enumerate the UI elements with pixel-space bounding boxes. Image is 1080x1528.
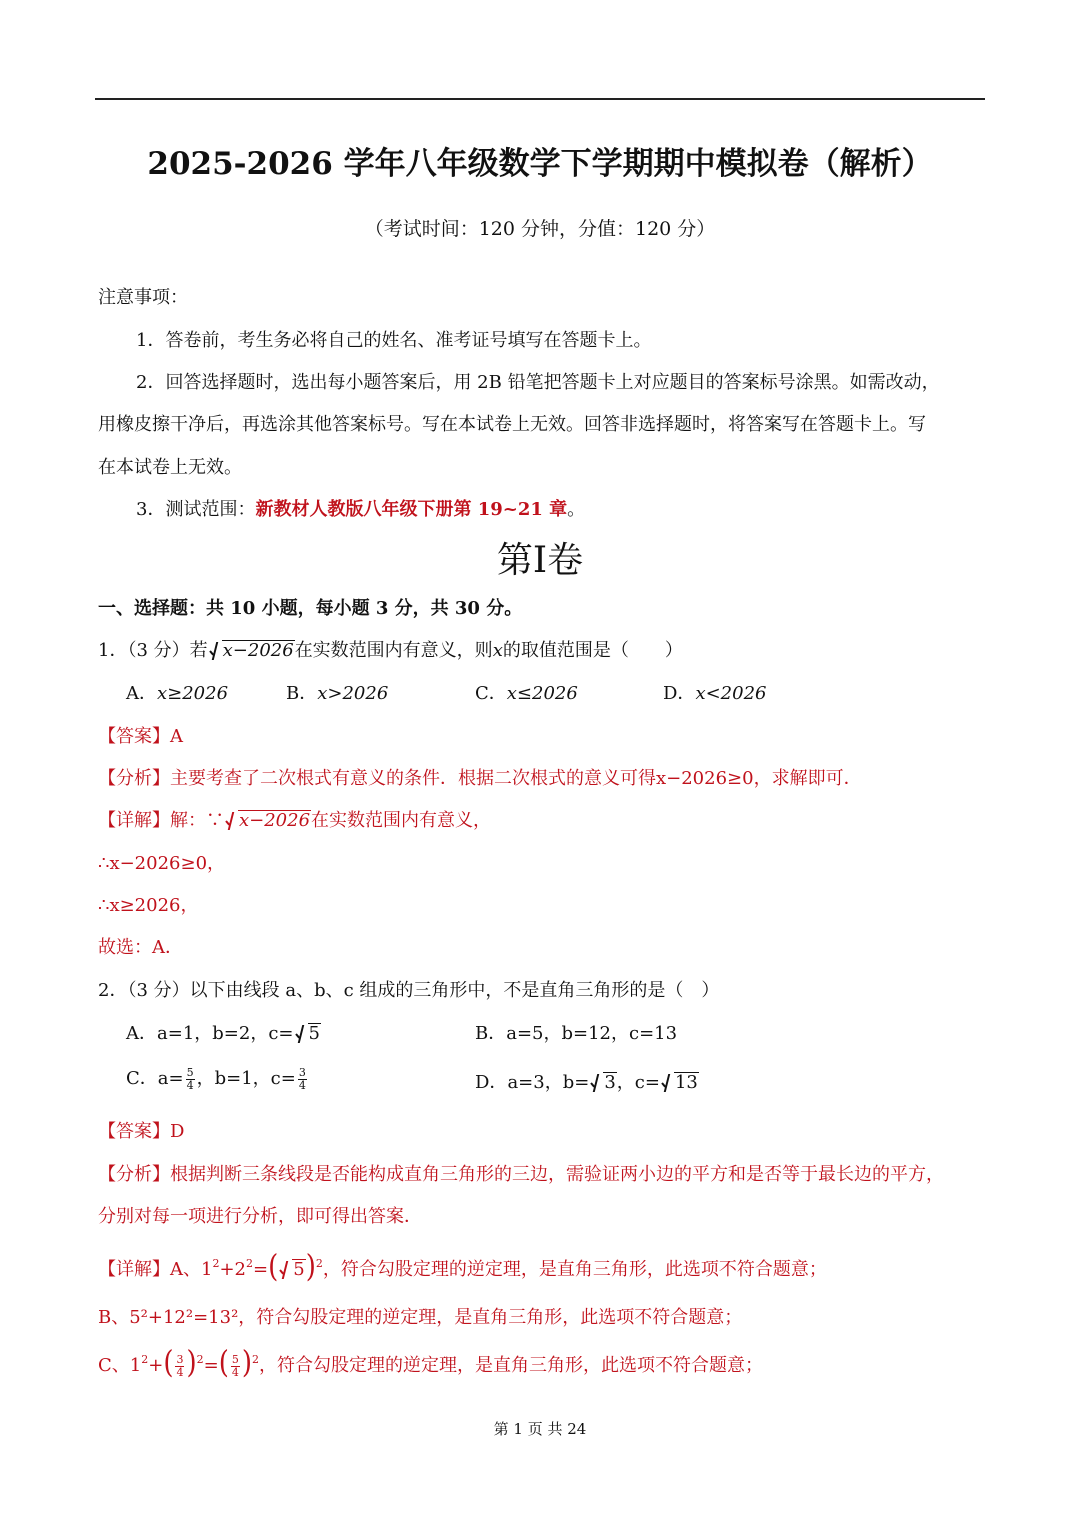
answer-value: A [170, 726, 183, 747]
fraction [175, 1354, 184, 1379]
q1-var: x [492, 640, 503, 661]
detail-text: = [203, 1355, 219, 1376]
detail-radicand: 5 [293, 1259, 305, 1280]
notice-item-3-prefix: 3．测试范围： [136, 499, 256, 520]
detail-text: A、1 [170, 1259, 213, 1280]
option-label: B． [286, 683, 318, 704]
detail-label: 【详解】 [98, 1259, 170, 1280]
detail-text: = [253, 1259, 269, 1280]
sqrt-symbol [226, 810, 311, 831]
option-label: C． [126, 1068, 158, 1089]
option-text: ，c= [616, 1072, 660, 1093]
fraction [186, 1067, 195, 1092]
q1-radicand: x−2026 [222, 640, 294, 661]
numerator: 5 [186, 1065, 194, 1079]
paren-close: ) [186, 1345, 197, 1381]
option-label: A． [126, 1023, 157, 1044]
q1-conclusion: 故选：A． [98, 937, 183, 958]
q2-option-c [126, 1064, 309, 1092]
notice-item-2-line-3: 在本试卷上无效。 [98, 457, 242, 478]
paren-close: ) [241, 1345, 253, 1381]
q2-detail-c [98, 1345, 764, 1381]
paren-open: ( [268, 1249, 279, 1285]
detail-radicand: x−2026 [239, 810, 311, 831]
sqrt-symbol [296, 1023, 321, 1044]
analysis-label: 【分析】 [98, 768, 170, 789]
exponent: 2 [212, 1257, 220, 1270]
option-text: a= [157, 1068, 184, 1089]
denominator: 4 [298, 1078, 306, 1092]
fraction [298, 1067, 307, 1092]
option-text: x≤2026 [506, 683, 578, 704]
detail-rest: 在实数范围内有意义， [311, 810, 492, 831]
notice-heading: 注意事项： [98, 287, 188, 308]
numerator: 3 [298, 1065, 306, 1079]
option-text: a=1，b=2，c= [157, 1023, 294, 1044]
answer-label: 【答案】 [98, 1121, 170, 1142]
detail-text: ，符合勾股定理的逆定理，是直角三角形，此选项不符合题意； [259, 1355, 764, 1376]
q2-analysis-line-2: 分别对每一项进行分析，即可得出答案． [98, 1206, 422, 1227]
sqrt-symbol [280, 1259, 305, 1280]
detail-text: +2 [219, 1259, 246, 1280]
option-text: a=3，b= [507, 1072, 590, 1093]
q1-detail [98, 806, 491, 832]
option-radicand: 3 [604, 1072, 616, 1093]
notice-item-2-line-1: 2．回答选择题时，选出每小题答案后，用 2B 铅笔把答题卡上对应题目的答案标号涂黑。如需改动， [136, 372, 940, 393]
numerator: 3 [176, 1352, 184, 1366]
notice-item-3-suffix: 。 [567, 499, 586, 520]
sqrt-symbol [662, 1072, 699, 1093]
q1-number: 1．（3 分）若 [98, 640, 208, 661]
option-label: D． [663, 683, 696, 704]
detail-text: ，符合勾股定理的逆定理，是直角三角形，此选项不符合题意； [322, 1259, 827, 1280]
q1-option-d [663, 679, 766, 705]
q1-stem-end: 的取值范围是（ ） [502, 640, 683, 661]
option-text: x≥2026 [157, 683, 229, 704]
detail-label: 【详解】 [98, 810, 170, 831]
analysis-label: 【分析】 [98, 1164, 170, 1185]
sqrt-symbol [591, 1072, 616, 1093]
option-text: a=5，b=12，c=13 [506, 1023, 678, 1044]
detail-text: C、1 [98, 1355, 142, 1376]
notice-item-2-line-2: 用橡皮擦干净后，再选涂其他答案标号。写在本试卷上无效。回答非选择题时，将答案写在答题卡上。写 [98, 414, 926, 435]
q1-answer [98, 722, 183, 748]
test-scope: 新教材人教版八年级下册第 19~21 章 [255, 499, 568, 520]
q2-option-d [475, 1068, 699, 1094]
notice-item-1: 1．答卷前，考生务必将自己的姓名、准考证号填写在答题卡上。 [136, 330, 652, 351]
exam-info: （考试时间：120 分钟，分值：120 分） [364, 218, 716, 240]
notice-item-3 [136, 495, 585, 521]
q2-stem: 2．（3 分）以下由线段 a、b、c 组成的三角形中，不是直角三角形的是（ ） [98, 980, 720, 1001]
exponent: 2 [141, 1353, 149, 1366]
exponent: 2 [315, 1257, 323, 1270]
q1-option-c [475, 679, 578, 705]
q2-option-a [126, 1019, 321, 1045]
header-rule [95, 98, 985, 100]
option-label: A． [126, 683, 157, 704]
paren-open: ( [218, 1345, 229, 1381]
q1-stem [98, 636, 683, 662]
q1-step-1: ∴x−2026≥0， [98, 853, 226, 874]
fraction [231, 1354, 240, 1379]
exponent: 2 [252, 1353, 260, 1366]
q1-step-2: ∴x≥2026， [98, 895, 199, 916]
exponent: 2 [246, 1257, 253, 1270]
analysis-text: 主要考查了二次根式有意义的条件．根据二次根式的意义可得x−2026≥0，求解即可． [170, 768, 862, 789]
answer-value: D [170, 1121, 185, 1142]
paren-open: ( [163, 1345, 174, 1381]
q2-detail-a [98, 1249, 827, 1285]
option-radicand: 5 [308, 1023, 320, 1044]
q1-option-b [286, 679, 388, 705]
section-title: 第I卷 [496, 540, 584, 581]
q2-detail-b: B、5²+12²=13²，符合勾股定理的逆定理，是直角三角形，此选项不符合题意； [98, 1307, 743, 1328]
q1-option-a [126, 679, 228, 705]
option-label: D． [475, 1072, 508, 1093]
page-number: 第 1 页 共 24 [493, 1420, 587, 1438]
q1-stem-mid: 在实数范围内有意义，则 [294, 640, 493, 661]
part1-heading: 一、选择题：共 10 小题，每小题 3 分，共 30 分。 [98, 598, 523, 619]
denominator: 4 [231, 1365, 239, 1379]
denominator: 4 [176, 1365, 184, 1379]
detail-intro: 解：∵ [170, 810, 224, 831]
paren-close: ) [305, 1249, 316, 1285]
option-text: x>2026 [317, 683, 389, 704]
q2-answer [98, 1117, 184, 1143]
option-text: ，b=1，c= [196, 1068, 296, 1089]
option-text: x<2026 [695, 683, 767, 704]
numerator: 5 [231, 1352, 239, 1366]
option-label: C． [475, 683, 507, 704]
option-radicand: 13 [674, 1072, 698, 1093]
answer-label: 【答案】 [98, 726, 170, 747]
q2-option-b [475, 1019, 677, 1045]
detail-text: + [148, 1355, 164, 1376]
page-title: 2025-2026 学年八年级数学下学期期中模拟卷（解析） [147, 146, 933, 182]
q1-analysis [98, 764, 862, 790]
option-label: B． [475, 1023, 507, 1044]
q2-analysis-line-1 [98, 1160, 944, 1186]
sqrt-symbol [210, 640, 295, 661]
exponent: 2 [196, 1353, 204, 1366]
denominator: 4 [186, 1078, 194, 1092]
analysis-text: 根据判断三条线段是否能构成直角三角形的三边，需验证两小边的平方和是否等于最长边的平方， [170, 1164, 944, 1185]
